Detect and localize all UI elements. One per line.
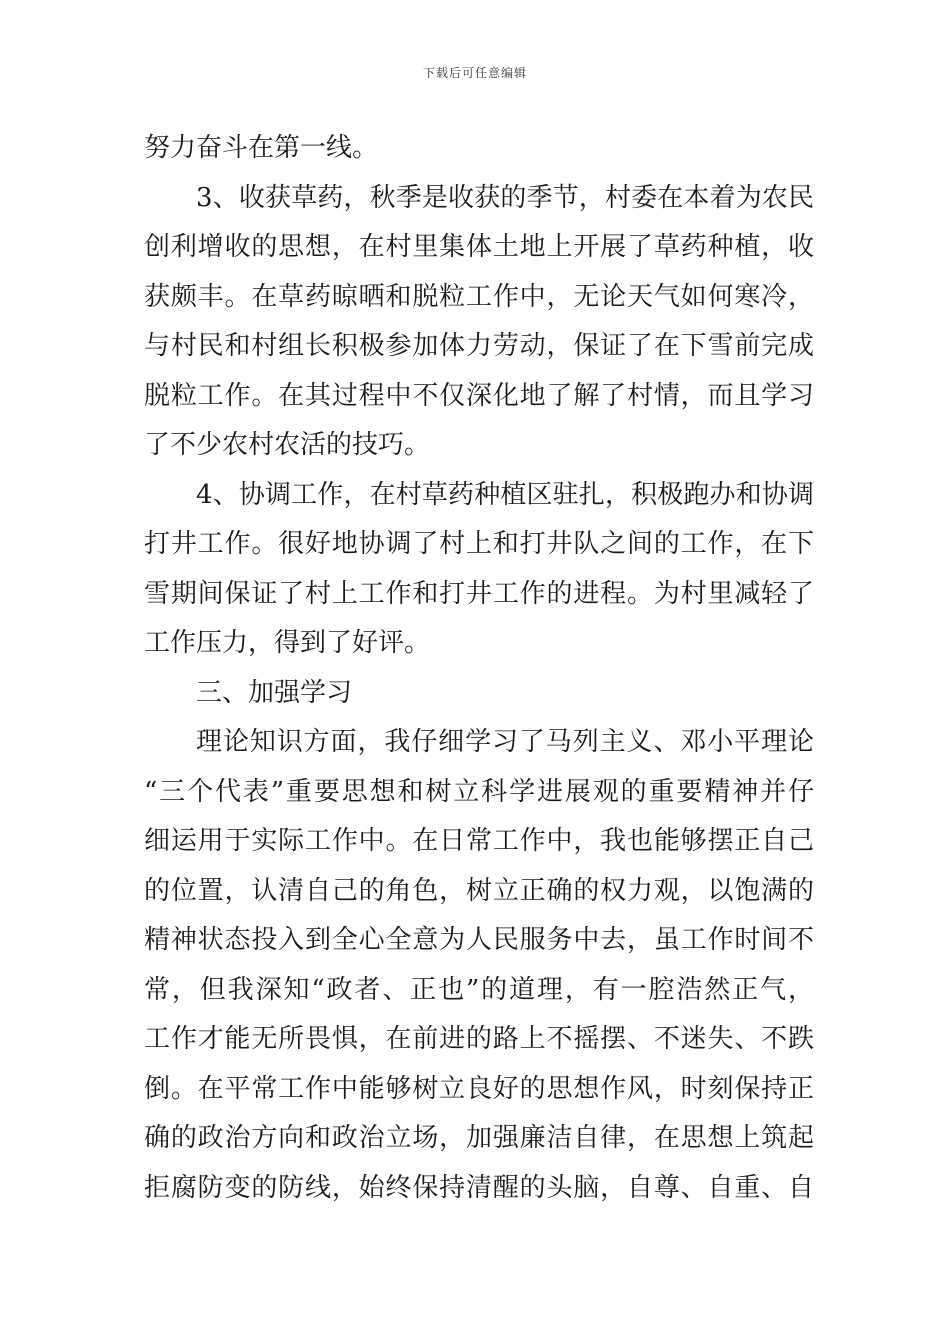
text-line: 的位置，认清自己的角色，树立正确的权力观，以饱满的 (144, 875, 814, 906)
text-line: 雪期间保证了村上工作和打井工作的进程。为村里减轻了 (144, 578, 814, 609)
text-line: 获颇丰。在草药晾晒和脱粒工作中，无论天气如何寒冷， (144, 281, 814, 312)
text-line: 创利增收的思想，在村里集体土地上开展了草药种植，收 (144, 232, 814, 262)
text-line: 3、收获草药，秋季是收获的季节，村委在本着为农民 (196, 182, 814, 213)
text-line: 工作才能无所畏惧，在前进的路上不摇摆、不迷失、不跌 (144, 1024, 814, 1054)
text-line: 与村民和村组长积极参加体力劳动，保证了在下雪前完成 (144, 331, 814, 361)
text-line: “三个代表”重要思想和树立科学进展观的重要精神并仔 (144, 776, 814, 807)
text-line: 脱粒工作。在其过程中不仅深化地了解了村情，而且学习 (144, 380, 814, 411)
text-line: 精神状态投入到全心全意为人民服务中去，虽工作时间不 (144, 925, 814, 955)
text-line: 常，但我深知“政者、正也”的道理，有一腔浩然正气， (144, 974, 814, 1005)
page-header-note: 下载后可任意编辑 (422, 66, 527, 80)
text-line: 拒腐防变的防线，始终保持清醒的头脑，自尊、自重、自 (144, 1172, 814, 1203)
text-line: 倒。在平常工作中能够树立良好的思想作风，时刻保持正 (144, 1073, 814, 1104)
text-line: 工作压力，得到了好评。 (144, 628, 431, 658)
text-line: 确的政治方向和政治立场，加强廉洁自律，在思想上筑起 (144, 1123, 814, 1153)
text-line: 理论知识方面，我仔细学习了马列主义、邓小平理论 (196, 727, 814, 757)
text-line: 细运用于实际工作中。在日常工作中，我也能够摆正自己 (144, 826, 814, 856)
text-line: 努力奋斗在第一线。 (144, 133, 379, 163)
text-line: 打井工作。很好地协调了村上和打井队之间的工作，在下 (144, 529, 814, 559)
text-line: 4、协调工作，在村草药种植区驻扎，积极跑办和协调 (196, 479, 814, 510)
document-body (144, 124, 814, 1213)
text-line: 了不少农村农活的技巧。 (144, 430, 431, 460)
text-line: 三、加强学习 (196, 677, 353, 708)
